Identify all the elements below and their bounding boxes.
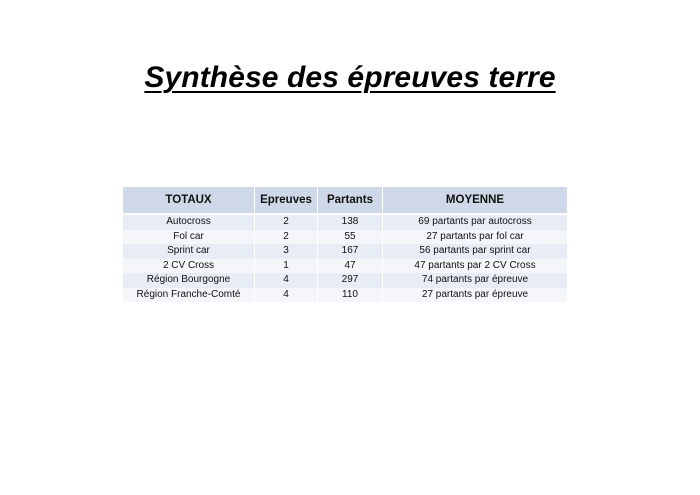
- cell-epreuves: 3: [255, 244, 318, 259]
- table-row: [123, 214, 567, 230]
- cell-epreuves: 4: [255, 273, 318, 288]
- cell-totaux: Fol car: [123, 230, 255, 245]
- table-row: [123, 259, 567, 274]
- cell-moyenne: 27 partants par épreuve: [383, 288, 568, 303]
- column-header-totaux: TOTAUX: [123, 187, 255, 214]
- cell-epreuves: 2: [255, 214, 318, 230]
- cell-epreuves: 2: [255, 230, 318, 245]
- summary-table: [123, 187, 567, 302]
- cell-partants: 47: [318, 259, 383, 274]
- cell-totaux: Sprint car: [123, 244, 255, 259]
- table-row: [123, 273, 567, 288]
- table-row: [123, 244, 567, 259]
- table-header: [123, 187, 567, 214]
- cell-moyenne: 27 partants par fol car: [383, 230, 568, 245]
- cell-partants: 55: [318, 230, 383, 245]
- cell-moyenne: 47 partants par 2 CV Cross: [383, 259, 568, 274]
- table-body: [123, 214, 567, 302]
- cell-totaux: Région Bourgogne: [123, 273, 255, 288]
- cell-totaux: Autocross: [123, 214, 255, 230]
- cell-totaux: 2 CV Cross: [123, 259, 255, 274]
- table-row: [123, 230, 567, 245]
- column-header-moyenne: MOYENNE: [383, 187, 568, 214]
- cell-moyenne: 69 partants par autocross: [383, 214, 568, 230]
- cell-totaux: Région Franche-Comté: [123, 288, 255, 303]
- cell-partants: 167: [318, 244, 383, 259]
- cell-partants: 297: [318, 273, 383, 288]
- cell-moyenne: 56 partants par sprint car: [383, 244, 568, 259]
- page-title: Synthèse des épreuves terre: [144, 61, 556, 94]
- column-header-epreuves: Epreuves: [255, 187, 318, 214]
- cell-moyenne: 74 partants par épreuve: [383, 273, 568, 288]
- column-header-partants: Partants: [318, 187, 383, 214]
- table-header-row: [123, 187, 567, 214]
- cell-epreuves: 1: [255, 259, 318, 274]
- cell-partants: 138: [318, 214, 383, 230]
- cell-partants: 110: [318, 288, 383, 303]
- table-row: [123, 288, 567, 303]
- cell-epreuves: 4: [255, 288, 318, 303]
